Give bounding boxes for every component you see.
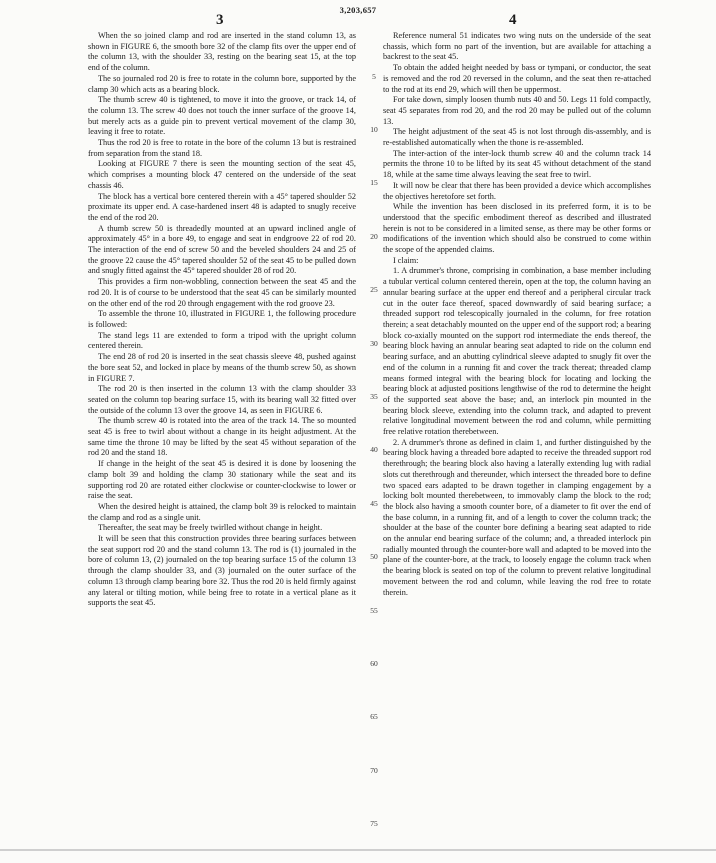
right-text-column: [383, 31, 651, 598]
paragraph: Looking at FIGURE 7 there is seen the mounting section of the seat 45, which comprises a mounting block 47 centered on the underside of the seat chassis 46.: [88, 159, 356, 190]
line-number: 5: [372, 72, 376, 81]
line-number: 10: [370, 125, 378, 134]
line-number: 25: [370, 285, 378, 294]
page-bottom-edge: [0, 849, 716, 851]
paragraph: A thumb screw 50 is threadedly mounted at an upward inclined angle of approximately 45° in a bore 49, to engage and seat in endgroove 22 of rod 20. The interaction of the end of screw 50 and the beveled shoulders 24 and 25 of the groove 22 cause the 45° tapered shoulder 52 of the seat 45 to be pulled down and snugly fitted against the 45° tapered shoulder 28 of rod 20.: [88, 223, 356, 276]
claim-1: 1. A drummer's throne, comprising in combination, a base member including a tubular vertical column centered therein, open at the top, the column having an annular bearing surface at the upper end thereof and a peripheral circular track cut in the outer face thereof, spaced downwardly of said bearing surface; a threaded support rod telescopically journaled in the column, for free rotation therein; a seat detachably mounted on the upper end of the support rod; a bearing block co-axially mounted on the support rod intermediate the ends thereof, the bearing block having an annular bearing seat adapted to ride on the column end bearing surface, and an abutting cylindrical sleeve adapted to snugly fit over the end of the column in a running fit and cover the track thereat; threaded clamp means formed integral with the bearing block for locating and locking the bearing block at adjusted positions lengthwise of the rod to determine the height of the supported seat above the base; and, an interlock pin mounted in the bearing block sleeve, extending into the column track, and adapted to prevent relative longitudinal movement between the rod and column, while permitting free relative rotation therebetween.: [383, 266, 651, 437]
paragraph: While the invention has been disclosed in its preferred form, it is to be understood that the specific embodiment thereof as described and illustrated herein is not to be considered in a limited sense, as there may be other forms or modifications of the invention which should also be construed to come within the scope of the appended claims.: [383, 202, 651, 255]
patent-number: 3,203,657: [339, 5, 377, 15]
paragraph: When the desired height is attained, the clamp bolt 39 is relocked to maintain the clamp and rod as a single unit.: [88, 501, 356, 522]
line-number: 40: [370, 445, 378, 454]
paragraph: The end 28 of rod 20 is inserted in the seat chassis sleeve 48, pushed against the bore seat 52, and locked in place by means of the thumb screw 50, as shown in FIGURE 7.: [88, 352, 356, 383]
line-number: 65: [370, 712, 378, 721]
left-text-column: [88, 31, 356, 609]
line-number: 35: [370, 392, 378, 401]
line-number: 55: [370, 606, 378, 615]
paragraph: To assemble the throne 10, illustrated in FIGURE 1, the following procedure is followed:: [88, 309, 356, 329]
line-number: 20: [370, 232, 378, 241]
paragraph: To obtain the added height needed by bass or tympani, or conductor, the seat is removed and the rod 20 reversed in the column, and the seat then re-attached to the rod at its end 29, which will then be uppermost.: [383, 63, 651, 94]
paragraph: For take down, simply loosen thumb nuts 40 and 50. Legs 11 fold compactly, seat 45 separates from rod 20, and the rod 20 may be pulled out of the column 13.: [383, 95, 651, 126]
line-number: 45: [370, 499, 378, 508]
paragraph: Thus the rod 20 is free to rotate in the bore of the column 13 but is restrained from separation from the stand 18.: [88, 138, 356, 158]
line-number: 15: [370, 178, 378, 187]
line-number: 60: [370, 659, 378, 668]
claim-2: 2. A drummer's throne as defined in claim 1, and further distinguished by the bearing block having a threaded bore adapted to receive the threaded support rod therethrough; the bearing block also having a laterally extending lug with radial slots cut therethrough and thereunder, which intersect the threaded bore to define two spaced ears adapted to be drawn together in clamping engagement by a locking bolt mounted therebetween, to immovably clamp the block to the rod; the block also having a smooth counter bore, of a diameter to fit over the end of the base column, in a running fit, and of a length to cover the column track; the shoulder at the base of the counter bore defining a bearing seat adapted to ride on the annular end bearing surface of the column; and, a threaded interlock pin radially mounted through the counter-bore wall and adapted to be moved into the plane of the counter-bore, at the track, to loosely engage the column track when the bearing block is seated on top of the column to prevent relative longitudinal movement between the rod and column, while leaving the rod free to rotate therein.: [383, 437, 651, 597]
left-column-number: 3: [216, 12, 224, 28]
paragraph: The thumb screw 40 is tightened, to move it into the groove, or track 14, of the column 13. The screw 40 does not touch the inner surface of the groove 14, but merely acts as a guide pin to prevent vertical movement of the clamp 30, leaving it free to rotate.: [88, 95, 356, 137]
paragraph: The so journaled rod 20 is free to rotate in the column bore, supported by the clamp 30 which acts as a bearing block.: [88, 73, 356, 94]
line-number: 30: [370, 339, 378, 348]
paragraph: This provides a firm non-wobbling, connection between the seat 45 and the rod 20. It is of course to be understood that the seat 45 can be similarly mounted on the other end of the rod 20 through engagement with the rod groove 23.: [88, 277, 356, 308]
paragraph: It will be seen that this construction provides three bearing surfaces between the seat support rod 20 and the stand column 13. The rod is (1) journaled in the bore of column 13, (2) journaled on the top bearing surface 15 of the column 13 through the clamp shoulder 33, and (3) journaled on the outer surface of the column 13 through clamp bearing bore 32. Thus the rod 20 is held firmly against any lateral or tilting motion, while being free to rotate in a vertical plane as it supports the seat 45.: [88, 534, 356, 608]
right-column-number: 4: [509, 12, 517, 28]
paragraph: The rod 20 is then inserted in the column 13 with the clamp shoulder 33 seated on the column top bearing surface 15, with its bearing wall 32 fitted over the outside of the column 13 over the groove 14, as seen in FIGURE 6.: [88, 384, 356, 415]
claims-heading: I claim:: [393, 255, 419, 265]
paragraph: The inter-action of the inter-lock thumb screw 40 and the column track 14 permits the throne 10 to be lifted by its seat 45 without detachment of the stand 18, while at the same time always leaving the seat free to twirl.: [383, 148, 651, 180]
paragraph: Reference numeral 51 indicates two wing nuts on the underside of the seat chassis, which form no part of the invention, but are available for attaching a backrest to the seat 45.: [383, 31, 651, 62]
line-number: 70: [370, 766, 378, 775]
line-number: 50: [370, 552, 378, 561]
paragraph: When the so joined clamp and rod are inserted in the stand column 13, as shown in FIGURE 6, the smooth bore 32 of the clamp fits over the upper end of the column 13, with the shoulder 33, resting on the bearing seat 15, at the top end of the column.: [88, 31, 356, 73]
paragraph: The height adjustment of the seat 45 is not lost through dis-assembly, and is re-established automatically when the thone is re-assembled.: [383, 127, 651, 148]
paragraph: The stand legs 11 are extended to form a tripod with the upright column centered therein.: [88, 330, 356, 351]
line-number: 75: [370, 819, 378, 828]
paragraph: If change in the height of the seat 45 is desired it is done by loosening the clamp bolt 39 and holding the clamp 30 stationary while the seat and its supporting rod 20 are rotated either clockwise or counter-clockwise to lower or raise the seat.: [88, 459, 356, 501]
paragraph: The thumb screw 40 is rotated into the area of the track 14. The so mounted seat 45 is free to twirl about without a change in its height adjustment. At the same time the throne 10 may be lifted by the seat 45 without separation of the rod 20 and the stand 18.: [88, 416, 356, 458]
paragraph: It will now be clear that there has been provided a device which accomplishes the objectives heretofore set forth.: [383, 180, 651, 201]
paragraph: The block has a vertical bore centered therein with a 45° tapered shoulder 52 proximate its upper end. A case-hardened insert 48 is adapted to snugly receive the end of the rod 20.: [88, 191, 356, 222]
paragraph: Thereafter, the seat may be freely twirlled without change in height.: [98, 523, 323, 533]
